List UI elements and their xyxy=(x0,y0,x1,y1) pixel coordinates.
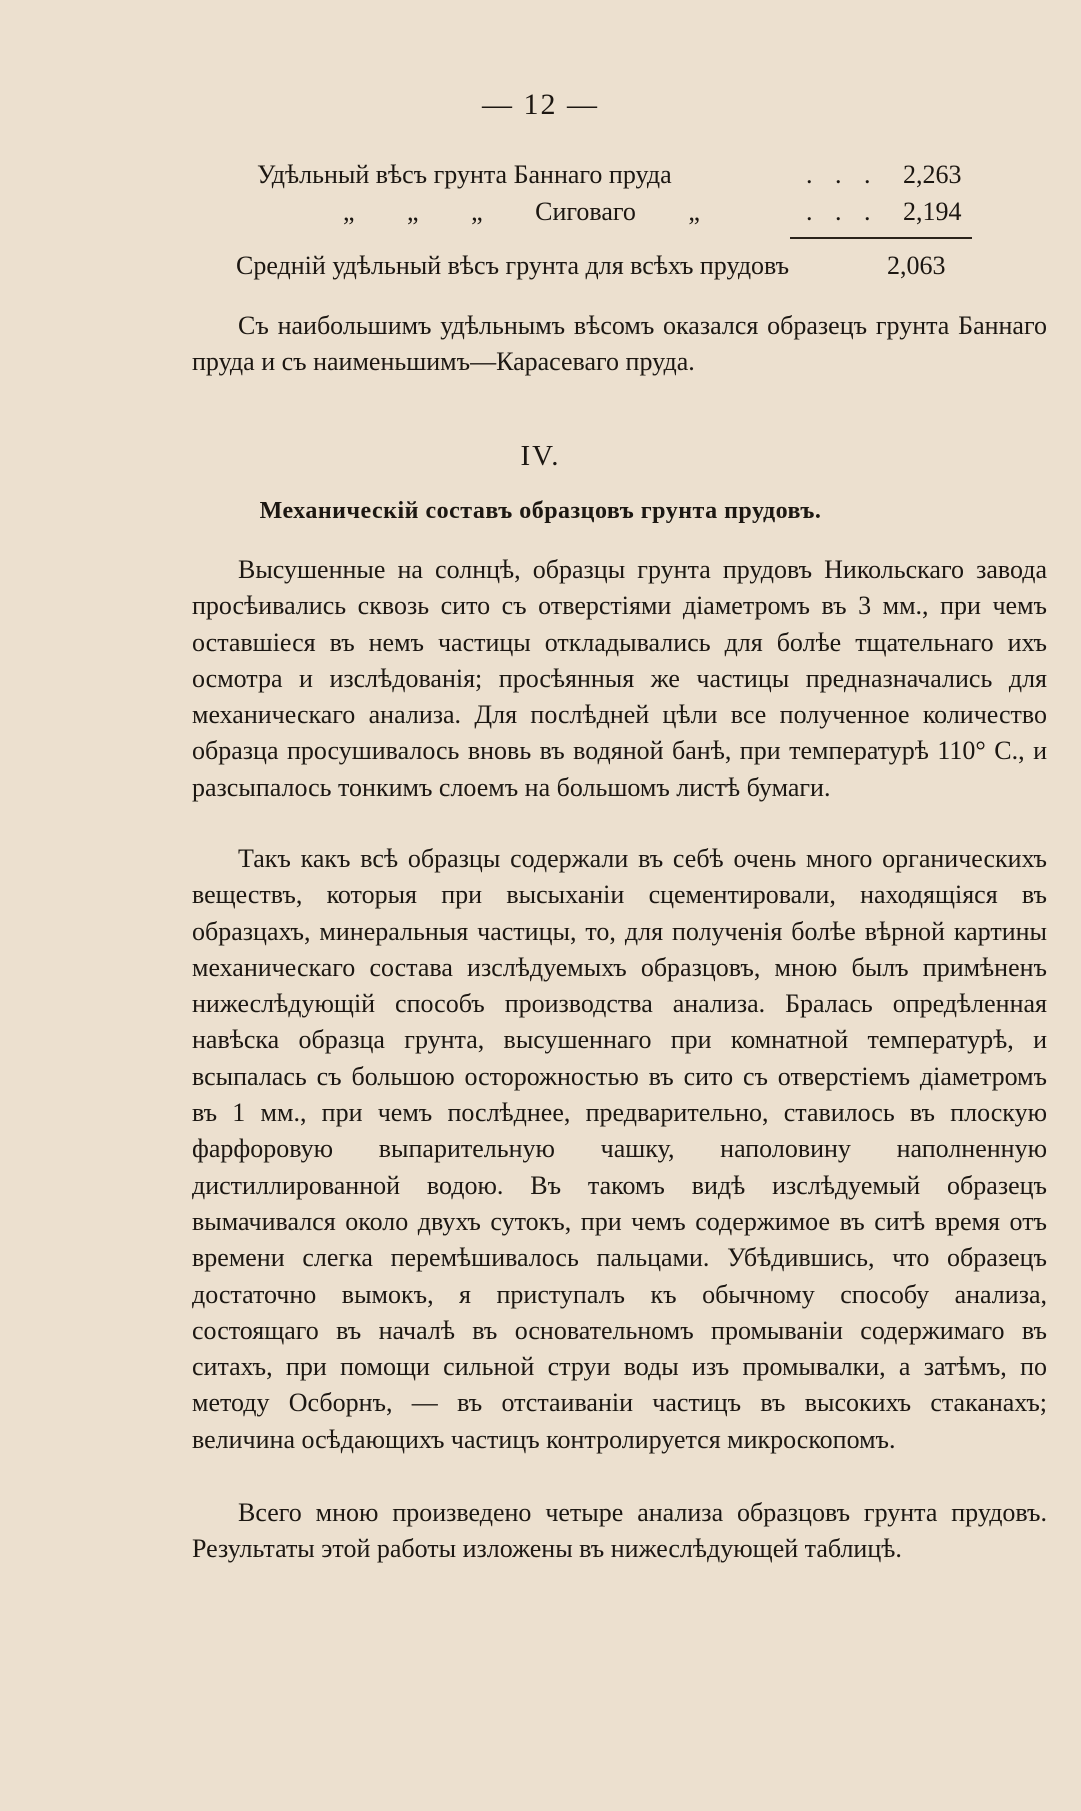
weight-label: „ „ „ Сиговаго „ xyxy=(343,197,700,226)
intro-paragraph: Съ наибольшимъ удѣльнымъ вѣсомъ оказался образецъ грунта Баннаго пруда и съ наименьшимъ—Карасеваго пруда. xyxy=(192,311,1047,377)
paragraph-3: Всего мною произведено четыре анализа образцовъ грунта прудовъ. Результаты этой работы изложены въ нижеслѣдующей таблицѣ. xyxy=(192,1498,1047,1564)
paragraph-1: Высушенные на солнцѣ, образцы грунта прудовъ Никольскаго завода просѣивались сквозь сито съ отверстiями дiаметромъ въ 3 мм., при чемъ оставшiеся въ немъ частицы откладывались для болѣе тщательнаго ихъ осмотра и изслѣдованiя; просѣянныя же частицы предназначались для механическаго анализа. Для послѣдней цѣли все полученное количество образца просушивалось вновь въ водяной банѣ, при температурѣ 110° С., и разсыпалось тонкимъ слоемъ на большомъ листѣ бумаги. xyxy=(192,555,1047,802)
weight-label: Удѣльный вѣсъ грунта Баннаго пруда xyxy=(257,160,672,189)
sum-rule xyxy=(790,237,972,239)
average-label: Среднiй удѣльный вѣсъ грунта для всѣхъ прудовъ xyxy=(236,251,790,280)
weight-dots: . . . xyxy=(806,160,879,189)
weight-value: 2,194 xyxy=(903,197,962,226)
average-value: 2,063 xyxy=(887,251,946,280)
weight-value: 2,263 xyxy=(903,160,962,189)
section-number: IV. xyxy=(520,440,561,472)
weight-dots: . . . xyxy=(806,197,879,226)
paragraph-2: Такъ какъ всѣ образцы содержали въ себѣ очень много органическихъ веществъ, которыя при высыханiи сцементировали, находящiяся въ образцахъ, минеральныя частицы, то, для полученiя болѣе вѣрной картины механическаго состава изслѣдуемыхъ образцовъ, мною былъ примѣненъ нижеслѣдующiй способъ производства анализа. Бралась опредѣленная навѣска образца грунта, высушеннаго при комнатной температурѣ, и всыпалась съ большою осторожностью въ сито съ отверстiемъ дiаметромъ въ 1 мм., при чемъ послѣднее, предварительно, ставилось въ плоскую фарфоровую выпарительную чашку, наполовину наполненную дистиллированной водою. Въ такомъ видѣ изслѣдуемый образецъ вымачивался около двухъ сутокъ, при чемъ содержимое въ ситѣ время отъ времени слегка перемѣшивалось пальцами. Убѣдившись, что образецъ достаточно вымокъ, я приступалъ къ обычному способу анализа, состоящаго въ началѣ въ основательномъ промыванiи содержимаго въ ситахъ, при помощи сильной струи воды изъ промывалки, а затѣмъ, по методу Осборнъ, — въ отстаиванiи частицъ въ высокихъ стаканахъ; величина осѣдающихъ частицъ контролируется микроскопомъ. xyxy=(192,844,1047,1454)
section-title: Механическiй составъ образцовъ грунта прудовъ. xyxy=(259,498,822,524)
page-number: — 12 — xyxy=(482,88,599,121)
